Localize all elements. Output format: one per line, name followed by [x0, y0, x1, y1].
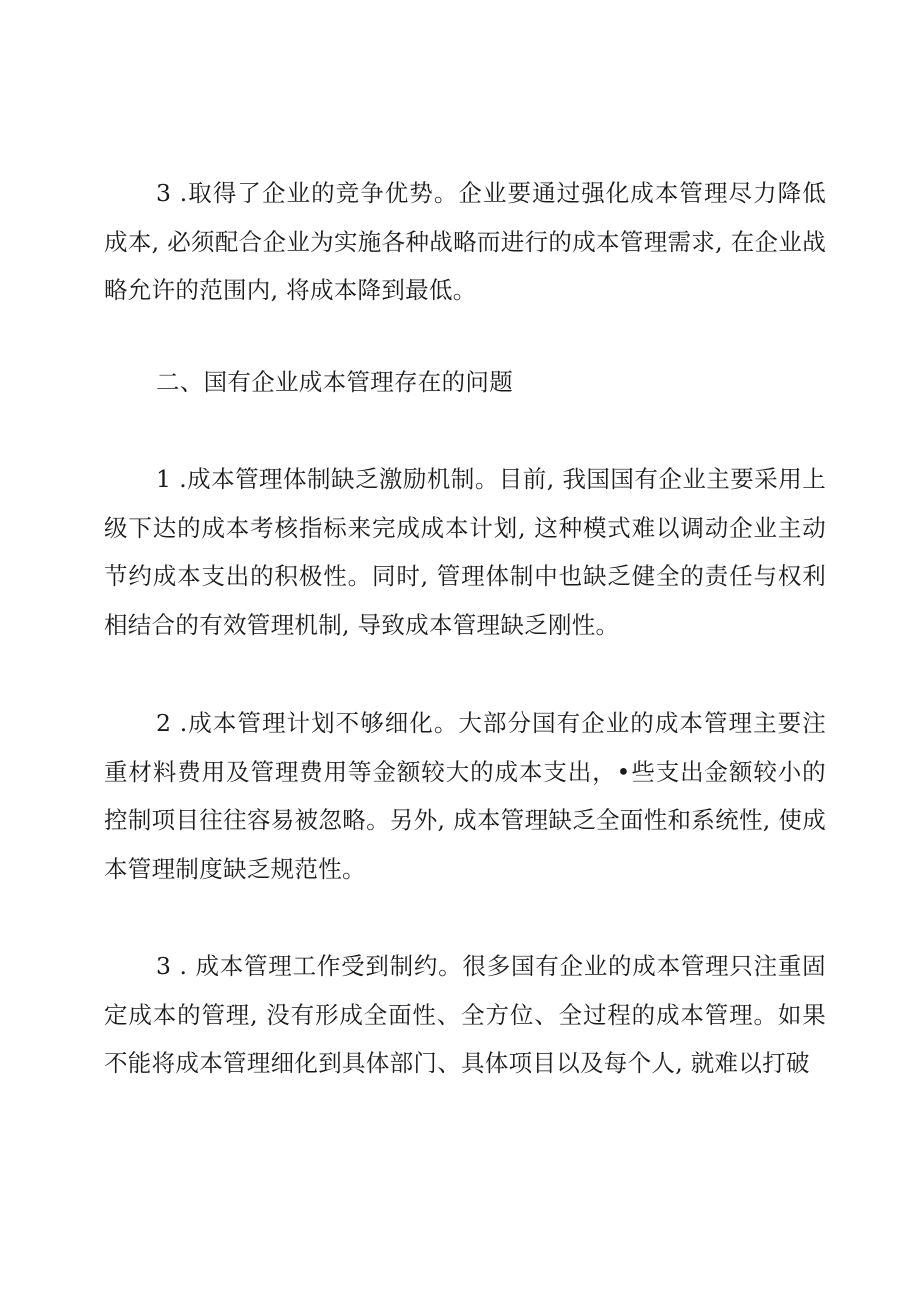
paragraph-incentive-mechanism: 1 .成本管理体制缺乏激励机制。目前, 我国国有企业主要采用上级下达的成本考核指标来完成成本计划, 这种模式难以调动企业主动节约成本支出的积极性。同时, 管理体制中也缺乏健全的责任与权利相结合的有效管理机制, 导致成本管理缺乏刚性。 — [104, 465, 826, 639]
section-heading: 二、国有企业成本管理存在的问题 — [156, 368, 513, 396]
paragraph-competitive-advantage: 3 .取得了企业的竞争优势。企业要通过强化成本管理尽力降低成本, 必须配合企业为实施各种战略而进行的成本管理需求, 在企业战略允许的范围内, 将成本降到最低。 — [104, 179, 826, 304]
paragraph-work-constraints: 3 . 成本管理工作受到制约。很多国有企业的成本管理只注重固定成本的管理, 没有形成全面性、全方位、全过程的成本管理。如果不能将成本管理细化到具体部门、具体项目以及每个人, 就难以打破 — [104, 952, 826, 1077]
paragraph-plan-refinement: 2 .成本管理计划不够细化。大部分国有企业的成本管理主要注重材料费用及管理费用等金额较大的成本支出，•些支出金额较小的控制项目往往容易被忽略。另外, 成本管理缺乏全面性和系统性, 使成本管理制度缺乏规范性。 — [104, 709, 826, 883]
